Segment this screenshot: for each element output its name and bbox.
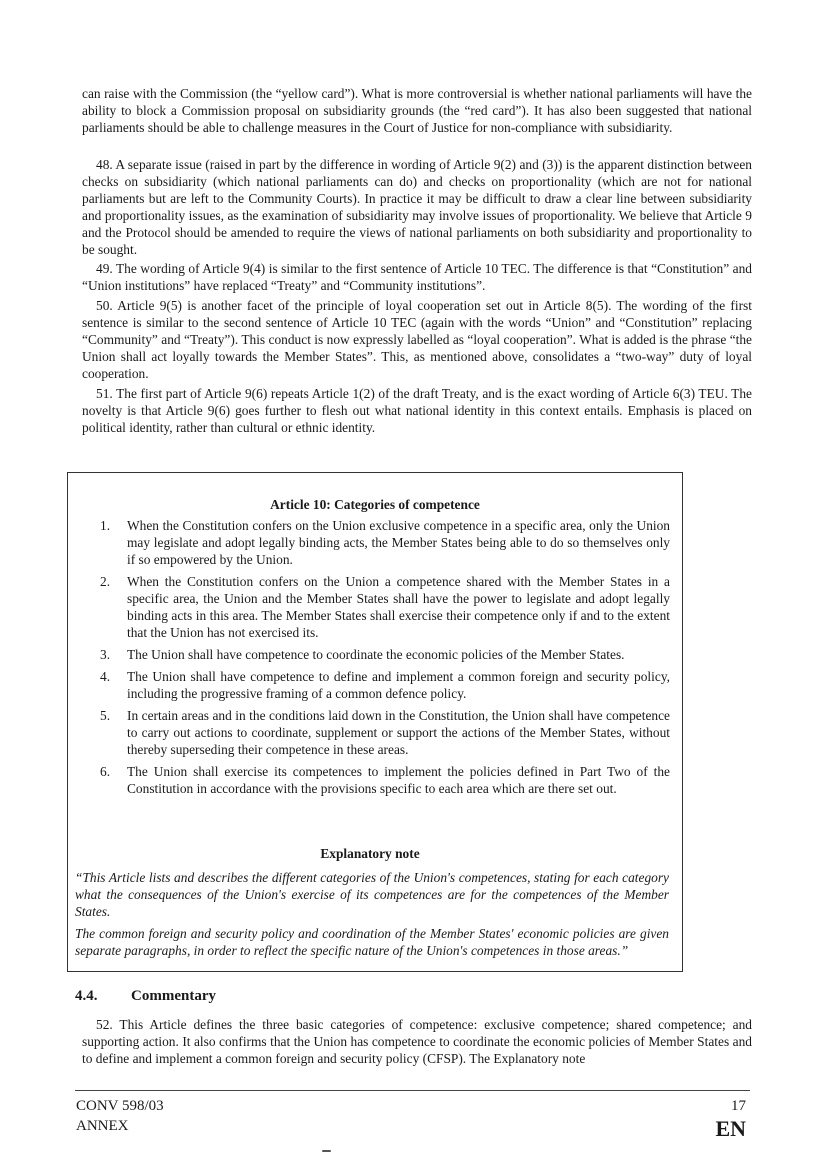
- article-item-number: 1.: [100, 518, 111, 533]
- footer-divider: [75, 1090, 750, 1091]
- article-item-number: 6.: [100, 764, 111, 779]
- article-item-number: 3.: [100, 647, 111, 662]
- footer-annex: ANNEX: [76, 1118, 129, 1134]
- article-list: [100, 517, 670, 802]
- language-code: EN: [715, 1116, 746, 1141]
- paragraph-48: 48. A separate issue (raised in part by the difference in wording of Article 9(2) and (3)) is the apparent distinction between checks on subsidiarity (which national parliaments can do) and checks on proportionality (which are not for national parliaments but are left to the Community Courts). In practice it may be difficult to draw a clear line between subsidiarity and proportionality issues, as the examination of subsidiarity may involve issues of proportionality. We believe that Article 9 and the Protocol should be amended to require the views of national parliaments on both subsidiarity and proportionality to be sought.: [82, 157, 752, 257]
- article-item: [100, 707, 670, 758]
- article-item-text: The Union shall exercise its competences to implement the policies defined in Part Two of the Constitution in accordance with the provisions specific to each area which are there set out.: [127, 764, 670, 796]
- paragraph-49: 49. The wording of Article 9(4) is similar to the first sentence of Article 10 TEC. The difference is that “Constitution” and “Union institutions” have replaced “Treaty” and “Community institutions”.: [82, 261, 752, 293]
- paragraph-52: 52. This Article defines the three basic categories of competence: exclusive competence; shared competence; and supporting action. It also confirms that the Union has competence to coordinate the economic policies of Member States and to define and implement a common foreign and security policy (CFSP). The Explanatory note: [82, 1017, 752, 1066]
- article-item-text: When the Constitution confers on the Union a competence shared with the Member States in a specific area, the Union and the Member States shall have the power to legislate and adopt legally binding acts in this area. The Member States shall exercise their competence only if and to the extent that the Union has not exercised its.: [127, 574, 670, 640]
- footer-doc-ref: CONV 598/03: [76, 1098, 164, 1114]
- article-item: [100, 573, 670, 641]
- explanatory-note-title: Explanatory note: [320, 846, 420, 861]
- paragraph-50: 50. Article 9(5) is another facet of the principle of loyal cooperation set out in Article 8(5). The wording of the first sentence is similar to the second sentence of Article 10 TEC (again with the words “Union” and “Constitution” replacing “Community” and “Treaty”). This conduct is now expressly labelled as “loyal cooperation”. What is added is the phrase “the Union shall act loyally towards the Member States”. This, as mentioned above, consolidates a “two-way” duty of loyal cooperation.: [82, 298, 752, 381]
- article-item-number: 2.: [100, 574, 111, 589]
- paragraph-51: 51. The first part of Article 9(6) repeats Article 1(2) of the draft Treaty, and is the exact wording of Article 6(3) TEU. The novelty is that Article 9(6) goes further to flesh out what national identity in this context entails. Emphasis is placed on political identity, rather than cultural or ethnic identity.: [82, 386, 752, 435]
- section-title: Commentary: [131, 988, 216, 1004]
- footer-left: [76, 1096, 164, 1136]
- article-item: [100, 646, 670, 663]
- explanatory-note-paragraph-1: “This Article lists and describes the different categories of the Union's competences, stating for each category what the consequences of the Union's exercise of its competences are for the competences of the Member States.: [75, 870, 669, 919]
- article-item: [100, 668, 670, 702]
- article-item-text: In certain areas and in the conditions laid down in the Constitution, the Union shall have competence to carry out actions to coordinate, supplement or support the actions of the Member States, without thereby superseding their competence in these areas.: [127, 708, 670, 757]
- section-number: 4.4.: [75, 988, 98, 1004]
- explanatory-note-paragraph-2: The common foreign and security policy and coordination of the Member States' economic policies are given separate paragraphs, in order to reflect the specific nature of the Union's competences in those areas.”: [75, 926, 669, 958]
- article-item-text: The Union shall have competence to coordinate the economic policies of the Member States.: [127, 647, 625, 662]
- article-item-number: 5.: [100, 708, 111, 723]
- section-heading: [75, 987, 216, 1005]
- article-item-text: The Union shall have competence to define and implement a common foreign and security policy, including the progressive framing of a common defence policy.: [127, 669, 670, 701]
- article-item-text: When the Constitution confers on the Union exclusive competence in a specific area, only the Union may legislate and adopt legally binding acts, the Member States being able to do so themselves only if so empowered by the Union.: [127, 518, 670, 567]
- article-item: [100, 763, 670, 797]
- scan-speck: [322, 1150, 331, 1152]
- article-title: Article 10: Categories of competence: [270, 497, 480, 512]
- paragraph-continuation: can raise with the Commission (the “yellow card”). What is more controversial is whether national parliaments will have the ability to block a Commission proposal on subsidiarity grounds (the “red card”). It has also been suggested that national parliaments should be able to challenge measures in the Court of Justice for non-compliance with subsidiarity.: [82, 86, 752, 135]
- footer-right: [715, 1096, 746, 1142]
- page-number: 17: [731, 1098, 746, 1114]
- article-item-number: 4.: [100, 669, 111, 684]
- article-item: [100, 517, 670, 568]
